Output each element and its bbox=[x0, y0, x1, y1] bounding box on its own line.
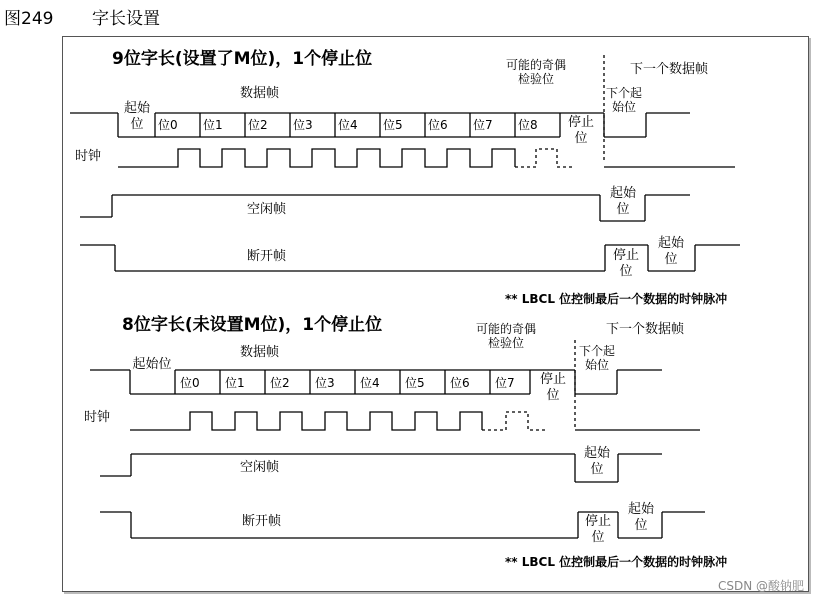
bit-label-3-9bit: 位3 bbox=[293, 118, 313, 132]
bit-label-2-9bit: 位2 bbox=[248, 118, 268, 132]
bit-label-7-8bit: 位7 bbox=[495, 376, 515, 390]
next-frame-label-9bit: 下一个数据帧 bbox=[630, 62, 709, 77]
break-frame-label-8bit: 断开帧 bbox=[242, 514, 282, 529]
parity-note-8bit: 可能的奇偶检验位 bbox=[475, 322, 536, 350]
next-frame-label-8bit: 下一个数据帧 bbox=[606, 322, 685, 337]
break-start-bit-label-8bit: 起始位 bbox=[627, 502, 654, 533]
bit-label-6-9bit: 位6 bbox=[428, 118, 448, 132]
next-start-bit-label-9bit: 下个起始位 bbox=[605, 86, 642, 114]
clock-waveform-8bit bbox=[130, 412, 700, 430]
figure-number: 图249 bbox=[4, 9, 54, 29]
start-bit-label-9bit: 起始位 bbox=[123, 101, 150, 132]
clock-waveform-9bit bbox=[118, 149, 735, 167]
idle-frame-label-8bit: 空闲帧 bbox=[240, 460, 280, 475]
bit-label-0-8bit: 位0 bbox=[180, 376, 200, 390]
bit-label-0-9bit: 位0 bbox=[158, 118, 178, 132]
bit-label-7-9bit: 位7 bbox=[473, 118, 493, 132]
bit-label-4-8bit: 位4 bbox=[360, 376, 380, 390]
next-start-bit-label-8bit: 下个起始位 bbox=[578, 344, 615, 372]
clock-label-8bit: 时钟 bbox=[84, 410, 111, 425]
bit-label-1-9bit: 位1 bbox=[203, 118, 223, 132]
idle-frame-label-9bit: 空闲帧 bbox=[247, 202, 287, 217]
bit-label-2-8bit: 位2 bbox=[270, 376, 290, 390]
data-frame-label-8bit: 数据帧 bbox=[240, 345, 280, 360]
bit-label-4-9bit: 位4 bbox=[338, 118, 358, 132]
bit-label-3-8bit: 位3 bbox=[315, 376, 335, 390]
stop-bit-label-8bit: 停止位 bbox=[539, 372, 566, 403]
footnote-9bit: ** LBCL 位控制最后一个数据的时钟脉冲 bbox=[505, 292, 728, 306]
section-title-8bit: 8位字长(未设置M位)，1个停止位 bbox=[122, 315, 383, 335]
idle-start-bit-label-9bit: 起始位 bbox=[609, 186, 636, 217]
clock-label-9bit: 时钟 bbox=[75, 149, 102, 164]
bit-label-5-9bit: 位5 bbox=[383, 118, 403, 132]
footnote-8bit: ** LBCL 位控制最后一个数据的时钟脉冲 bbox=[505, 555, 728, 569]
break-stop-bit-label-9bit: 停止位 bbox=[612, 248, 639, 279]
idle-start-bit-label-8bit: 起始位 bbox=[583, 446, 610, 477]
start-bit-label-8bit: 起始位 bbox=[132, 357, 172, 372]
figure-title: 字长设置 bbox=[92, 9, 160, 29]
idle-frame-waveform-9bit bbox=[80, 195, 690, 221]
break-start-bit-label-9bit: 起始位 bbox=[657, 236, 684, 267]
bit-label-6-8bit: 位6 bbox=[450, 376, 470, 390]
break-frame-label-9bit: 断开帧 bbox=[247, 249, 287, 264]
data-frame-label-9bit: 数据帧 bbox=[240, 86, 280, 101]
bit-label-8-9bit: 位8 bbox=[518, 118, 538, 132]
stop-bit-label-9bit: 停止位 bbox=[567, 115, 594, 146]
bit-label-5-8bit: 位5 bbox=[405, 376, 425, 390]
parity-note-9bit: 可能的奇偶检验位 bbox=[505, 58, 566, 86]
watermark: CSDN @酸钠肥 bbox=[717, 579, 804, 593]
break-stop-bit-label-8bit: 停止位 bbox=[584, 514, 611, 545]
section-title-9bit: 9位字长(设置了M位)，1个停止位 bbox=[112, 49, 373, 69]
bit-label-1-8bit: 位1 bbox=[225, 376, 245, 390]
